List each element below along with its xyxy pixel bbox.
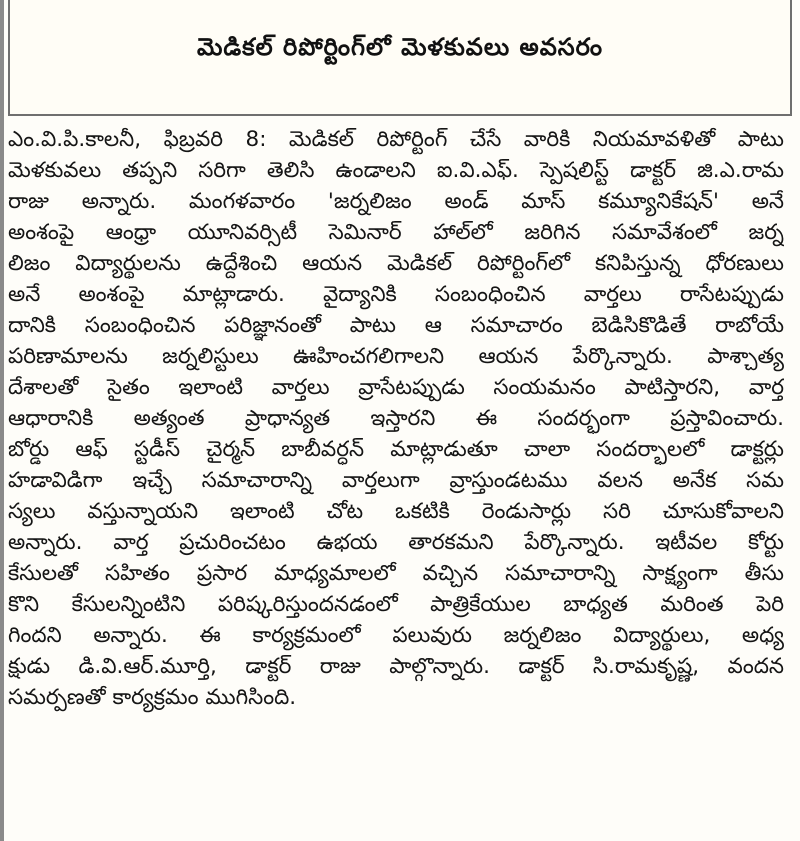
article-line: కొని కేసులన్నింటిని పరిష్కరిస్తుందనడంలో పాత్రికేయుల బాధ్యత మరింత పెరి (8, 592, 784, 617)
article-line: ఆధారానికి అత్యంత ప్రాధాన్యత ఇస్తారని ఈ సందర్భంగా ప్రస్తావించారు. (8, 406, 784, 431)
article-line: రాజు అన్నారు. మంగళవారం 'జర్నలిజం అండ్ మాస్ కమ్యూనికేషన్' అనే (8, 189, 784, 214)
headline: మెడికల్ రిపోర్టింగ్‌లో మెళకువలు అవసరం (196, 33, 604, 61)
article-line: అనే అంశంపై మాట్లాడారు. వైద్యానికి సంబంధించిన వార్తలు రాసేటప్పుడు (8, 282, 784, 307)
article-line: అన్నారు. వార్త ప్రచురించటం ఉభయ తారకమని పేర్కొన్నారు. ఇటీవల కోర్టు (8, 530, 784, 555)
article-line: మెళకువలు తప్పని సరిగా తెలిసి ఉండాలని ఐ.వి.ఎఫ్. స్పెషలిస్ట్ డాక్టర్ జి.ఎ.రామ (8, 158, 784, 183)
article-line: ఎం.వి.పి.కాలనీ, ఫిబ్రవరి 8: మెడికల్ రిపోర్టింగ్ చేసే వారికి నియమావళితో పాటు (8, 127, 784, 152)
headline-box (8, 0, 792, 116)
article-line: అంశంపై ఆంధ్రా యూనివర్సిటీ సెమినార్ హాల్‌లో జరిగిన సమావేశంలో జర్న (8, 220, 784, 245)
article-line: స్యలు వస్తున్నాయని ఇలాంటి చోట ఒకటికి రెండుసార్లు సరి చూసుకోవాలని (8, 499, 784, 524)
article-line: క్షుడు డి.వి.ఆర్.మూర్తి, డాక్టర్ రాజు పాల్గొన్నారు. డాక్టర్ సి.రామకృష్ణ, వందన (8, 654, 784, 679)
article-line: లిజం విద్యార్థులను ఉద్దేశించి ఆయన మెడికల్ రిపోర్టింగ్‌లో కనిపిస్తున్న ధోరణులు (8, 251, 784, 276)
article-line: హడావిడిగా ఇచ్చే సమాచారాన్ని వార్తలుగా వ్రాస్తుండటము వలన అనేక సమ (8, 468, 784, 493)
scan-edge (0, 0, 4, 841)
article-line: దానికి సంబంధించిన పరిజ్ఞానంతో పాటు ఆ సమాచారం బెడిసికొడితే రాబోయే (8, 313, 784, 338)
article-line: కేసులతో సహితం ప్రసార మాధ్యమాలలో వచ్చిన సమాచారాన్ని సాక్ష్యంగా తీసు (8, 561, 784, 586)
article-line: దేశాలతో సైతం ఇలాంటి వార్తలు వ్రాసేటప్పుడు సంయమనం పాటిస్తారని, వార్త (8, 375, 784, 400)
article-line: సమర్పణతో కార్యక్రమం ముగిసింది. (8, 685, 297, 710)
article-body (8, 124, 784, 713)
article-line: గిందని అన్నారు. ఈ కార్యక్రమంలో పలువురు జర్నలిజం విద్యార్థులు, అధ్య (8, 623, 784, 648)
article-line: బోర్డు ఆఫ్ స్టడీస్ చైర్మన్ బాబీవర్ధన్ మాట్లాడుతూ చాలా సందర్భాలలో డాక్టర్లు (8, 437, 784, 462)
article-line: పరిణామాలను జర్నలిస్టులు ఊహించగలిగాలని ఆయన పేర్కొన్నారు. పాశ్చాత్య (8, 344, 784, 369)
